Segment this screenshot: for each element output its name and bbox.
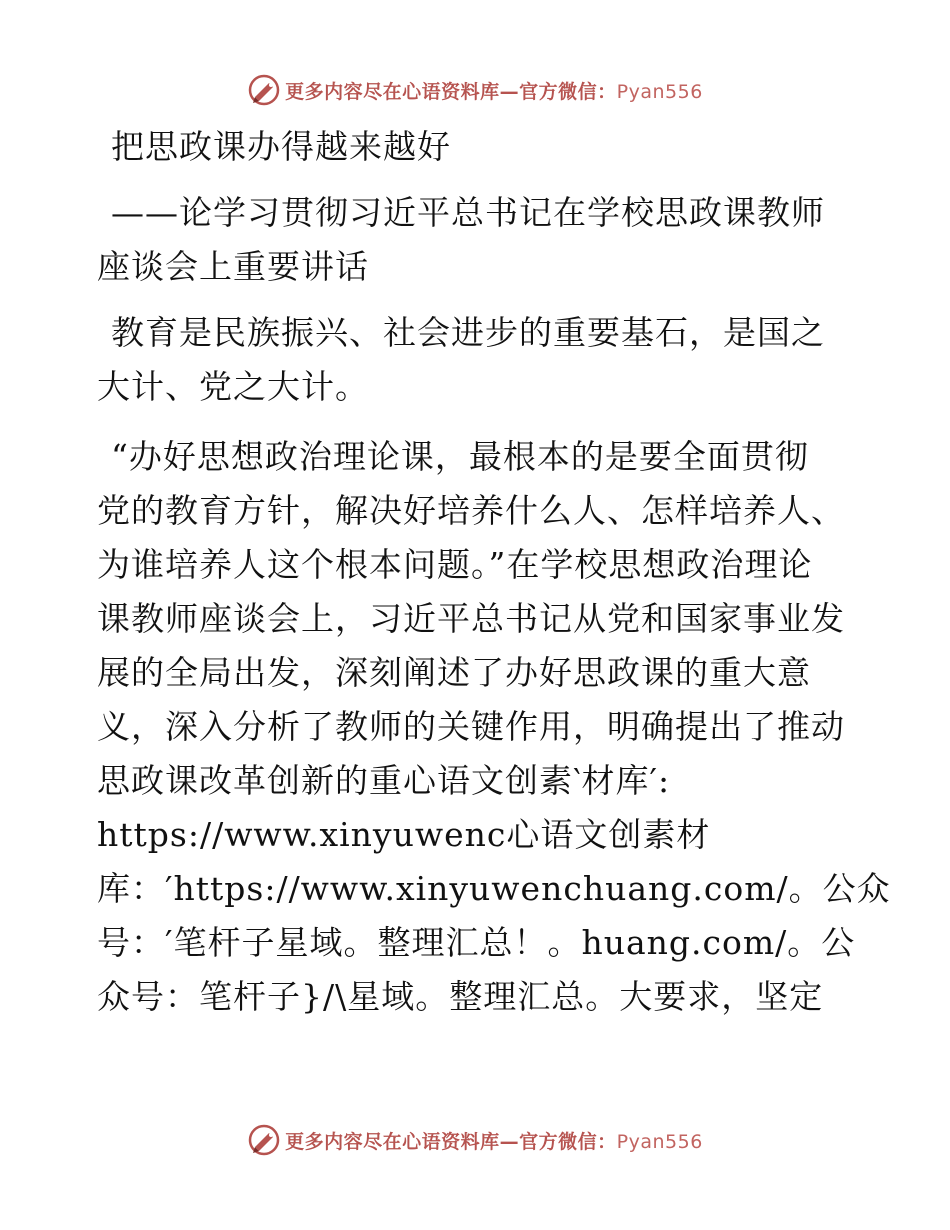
paragraph-line: 课教师座谈会上，习近平总书记从党和国家事业发 (97, 599, 845, 638)
header-watermark (0, 70, 950, 110)
subtitle-line: ——论学习贯彻习近平总书记在学校思政课教师 (111, 193, 825, 232)
watermark-text (285, 1127, 703, 1154)
paragraph-line: 党的教育方针，解决好培养什么人、怎样培养人、 (97, 491, 845, 530)
subtitle-line: 座谈会上重要讲话 (97, 247, 369, 286)
watermark-text (285, 77, 703, 104)
footer-watermark (0, 1120, 950, 1160)
paragraph-line: 号：′笔杆子星域。整理汇总！。huang.com/。公 (97, 923, 856, 962)
watermark-text-cn: 更多内容尽在心语资料库—官方微信： (285, 80, 617, 103)
paragraph-line: 大计、党之大计。 (97, 367, 369, 406)
document-body (97, 120, 891, 1024)
paragraph-line: 展的全局出发，深刻阐述了办好思政课的重大意 (97, 653, 811, 692)
paragraph-line: 为谁培养人这个根本问题。”在学校思想政治理论 (97, 545, 813, 584)
document-title: 把思政课办得越来越好 (111, 127, 451, 166)
paragraph-line: 义，深入分析了教师的关键作用，明确提出了推动 (97, 707, 845, 746)
paragraph-line: 思政课改革创新的重心语文创素‵材库′: (97, 761, 671, 800)
pen-circle-logo-icon (247, 73, 281, 107)
watermark-wechat-id: Pyan556 (616, 1130, 703, 1153)
pen-circle-logo-icon (247, 1123, 281, 1157)
paragraph-line: “办好思想政治理论课，最根本的是要全面贯彻 (111, 437, 809, 476)
paragraph-line: 众号：笔杆子}/\星域。整理汇总。大要求，坚定 (97, 977, 824, 1016)
paragraph-line: 教育是民族振兴、社会进步的重要基石，是国之 (111, 313, 825, 352)
watermark-text-cn: 更多内容尽在心语资料库—官方微信： (285, 1130, 617, 1153)
paragraph-line: 库：′https://www.xinyuwenchuang.com/。公众 (97, 869, 891, 908)
paragraph-line: https://www.xinyuwenc心语文创素材 (97, 815, 711, 854)
watermark-wechat-id: Pyan556 (616, 80, 703, 103)
